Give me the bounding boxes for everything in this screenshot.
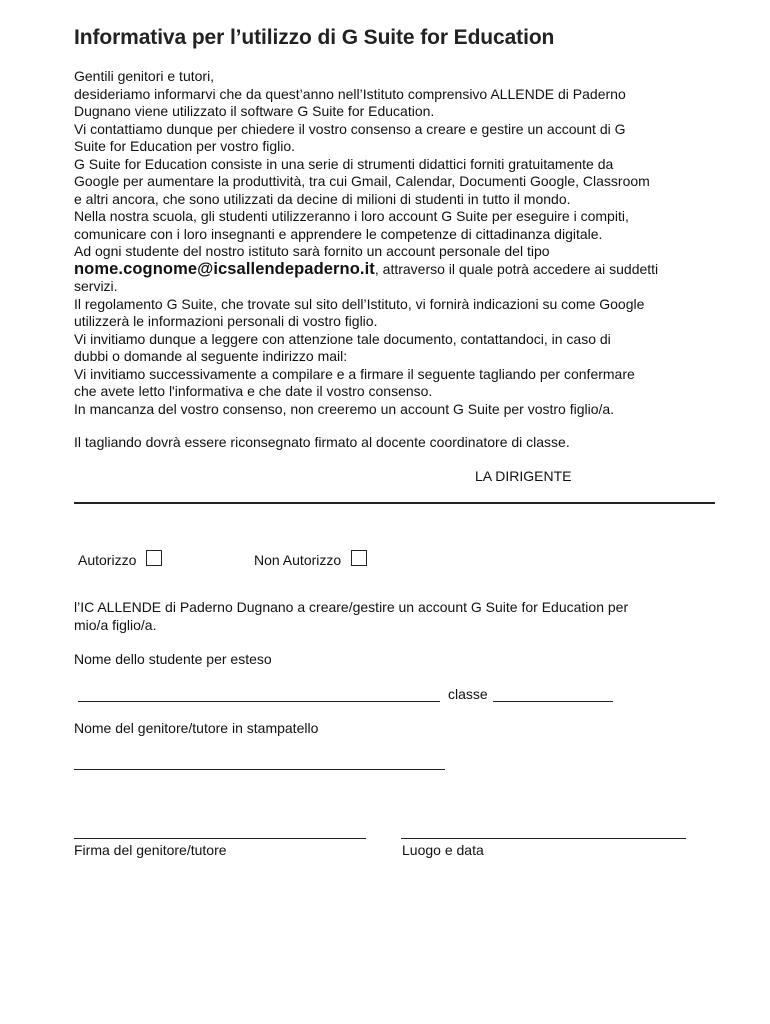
email-address: nome.cognome@icsallendepaderno.it (74, 259, 375, 278)
intro-line: servizi. (74, 278, 118, 294)
intro-line: utilizzerà le informazioni personali di vostro figlio. (74, 313, 378, 329)
cut-line-divider (74, 502, 715, 504)
parent-signature-field[interactable] (74, 838, 366, 839)
intro-line: Il regolamento G Suite, che trovate sul sito dell’Istituto, vi fornirà indicazioni su come Google (74, 295, 645, 312)
not-authorize-option (254, 552, 367, 568)
intro-line: desideriamo informarvi che da quest’anno nell’Istituto comprensivo ALLENDE di Paderno (74, 85, 626, 102)
not-authorize-label: Non Autorizzo (254, 552, 342, 568)
consent-text (74, 598, 714, 634)
intro-line: Vi invitiamo dunque a leggere con attenzione tale documento, contattandoci, in caso di (74, 330, 611, 347)
intro-line: che avete letto l'informativa e che date il vostro consenso. (74, 383, 433, 399)
authorize-label: Autorizzo (78, 552, 137, 568)
authorize-checkbox[interactable] (146, 550, 162, 566)
intro-line: Gentili genitori e tutori, (74, 68, 215, 84)
class-field[interactable] (493, 701, 613, 702)
authorize-option (78, 552, 162, 568)
parent-name-label: Nome del genitore/tutore in stampatello (74, 720, 319, 736)
intro-line: G Suite for Education consiste in una serie di strumenti didattici forniti gratuitamente da (74, 155, 614, 172)
signature-role: LA DIRIGENTE (475, 468, 572, 484)
intro-line: Vi invitiamo successivamente a compilare e a firmare il seguente tagliando per confermare (74, 365, 635, 382)
place-date-label: Luogo e data (402, 842, 484, 858)
parent-signature-label: Firma del genitore/tutore (74, 842, 227, 858)
intro-line: Dugnano viene utilizzato il software G Suite for Education. (74, 103, 435, 119)
consent-line: l’IC ALLENDE di Paderno Dugnano a creare/gestire un account G Suite for Education per (74, 599, 629, 615)
intro-line: Suite for Education per vostro figlio. (74, 138, 296, 154)
intro-text (74, 68, 724, 418)
intro-line: dubbi o domande al seguente indirizzo mail: (74, 348, 348, 364)
intro-line: Vi contattiamo dunque per chiedere il vostro consenso a creare e gestire un account di G (74, 120, 626, 137)
intro-line: comunicare con i loro insegnanti e apprendere le competenze di cittadinanza digitale. (74, 225, 603, 242)
intro-line: Google per aumentare la produttività, tra cui Gmail, Calendar, Documenti Google, Classroom (74, 173, 650, 189)
place-date-field[interactable] (401, 838, 686, 839)
intro-line: In mancanza del vostro consenso, non creeremo un account G Suite per vostro figlio/a. (74, 400, 615, 417)
student-name-field[interactable] (78, 701, 440, 702)
consent-line: mio/a figlio/a. (74, 617, 157, 633)
intro-line: e altri ancora, che sono utilizzati da decine di milioni di studenti in tutto il mondo. (74, 190, 571, 207)
class-label: classe (448, 686, 488, 702)
intro-line-email (74, 261, 724, 279)
intro-line: Ad ogni studente del nostro istituto sarà fornito un account personale del tipo (74, 243, 550, 259)
return-note: Il tagliando dovrà essere riconsegnato firmato al docente coordinatore di classe. (74, 434, 570, 450)
student-name-label: Nome dello studente per esteso (74, 651, 272, 667)
not-authorize-checkbox[interactable] (351, 550, 367, 566)
intro-line: , attraverso il quale potrà accedere ai suddetti (374, 260, 659, 277)
document-title: Informativa per l’utilizzo di G Suite for Education (74, 26, 555, 49)
parent-name-field[interactable] (74, 769, 445, 770)
intro-line: Nella nostra scuola, gli studenti utilizzeranno i loro account G Suite per eseguire i compiti, (74, 208, 629, 224)
